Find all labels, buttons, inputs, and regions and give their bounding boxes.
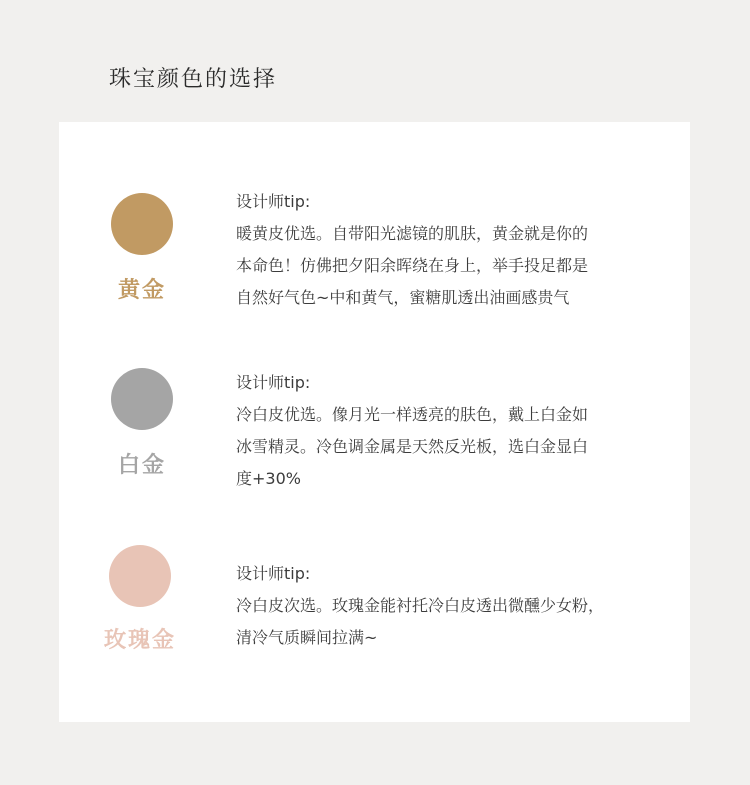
tip-line: 自然好气色~中和黄气，蜜糖肌透出油画感贵气 [236, 288, 570, 307]
tip-line: 暖黄皮优选。自带阳光滤镜的肌肤，黄金就是你的 [236, 224, 589, 243]
platinum-tip [236, 367, 676, 495]
tip-line: 冷白皮优选。像月光一样透亮的肤色，戴上白金如 [236, 405, 589, 424]
rose-gold-color-swatch [109, 545, 171, 607]
tip-heading: 设计师tip: [236, 192, 311, 211]
gold-tip [236, 186, 676, 314]
tip-line: 清冷气质瞬间拉满~ [236, 628, 378, 647]
gold-label: 黄金 [117, 278, 166, 303]
platinum-label: 白金 [117, 453, 166, 478]
tip-line: 度+30% [236, 469, 301, 488]
gold-color-swatch [111, 193, 173, 255]
tip-heading: 设计师tip: [236, 564, 311, 583]
tip-line: 本命色！仿佛把夕阳余晖绕在身上，举手投足都是 [236, 256, 589, 275]
platinum-color-swatch [111, 368, 173, 430]
page-title: 珠宝颜色的选择 [109, 67, 278, 92]
tip-heading: 设计师tip: [236, 373, 311, 392]
tip-line: 冷白皮次选。玫瑰金能衬托冷白皮透出微醺少女粉， [236, 596, 605, 615]
rose-gold-label: 玫瑰金 [103, 628, 176, 653]
content-card [59, 122, 690, 722]
tip-line: 冰雪精灵。冷色调金属是天然反光板，选白金显白 [236, 437, 589, 456]
rose-gold-tip [236, 558, 676, 654]
